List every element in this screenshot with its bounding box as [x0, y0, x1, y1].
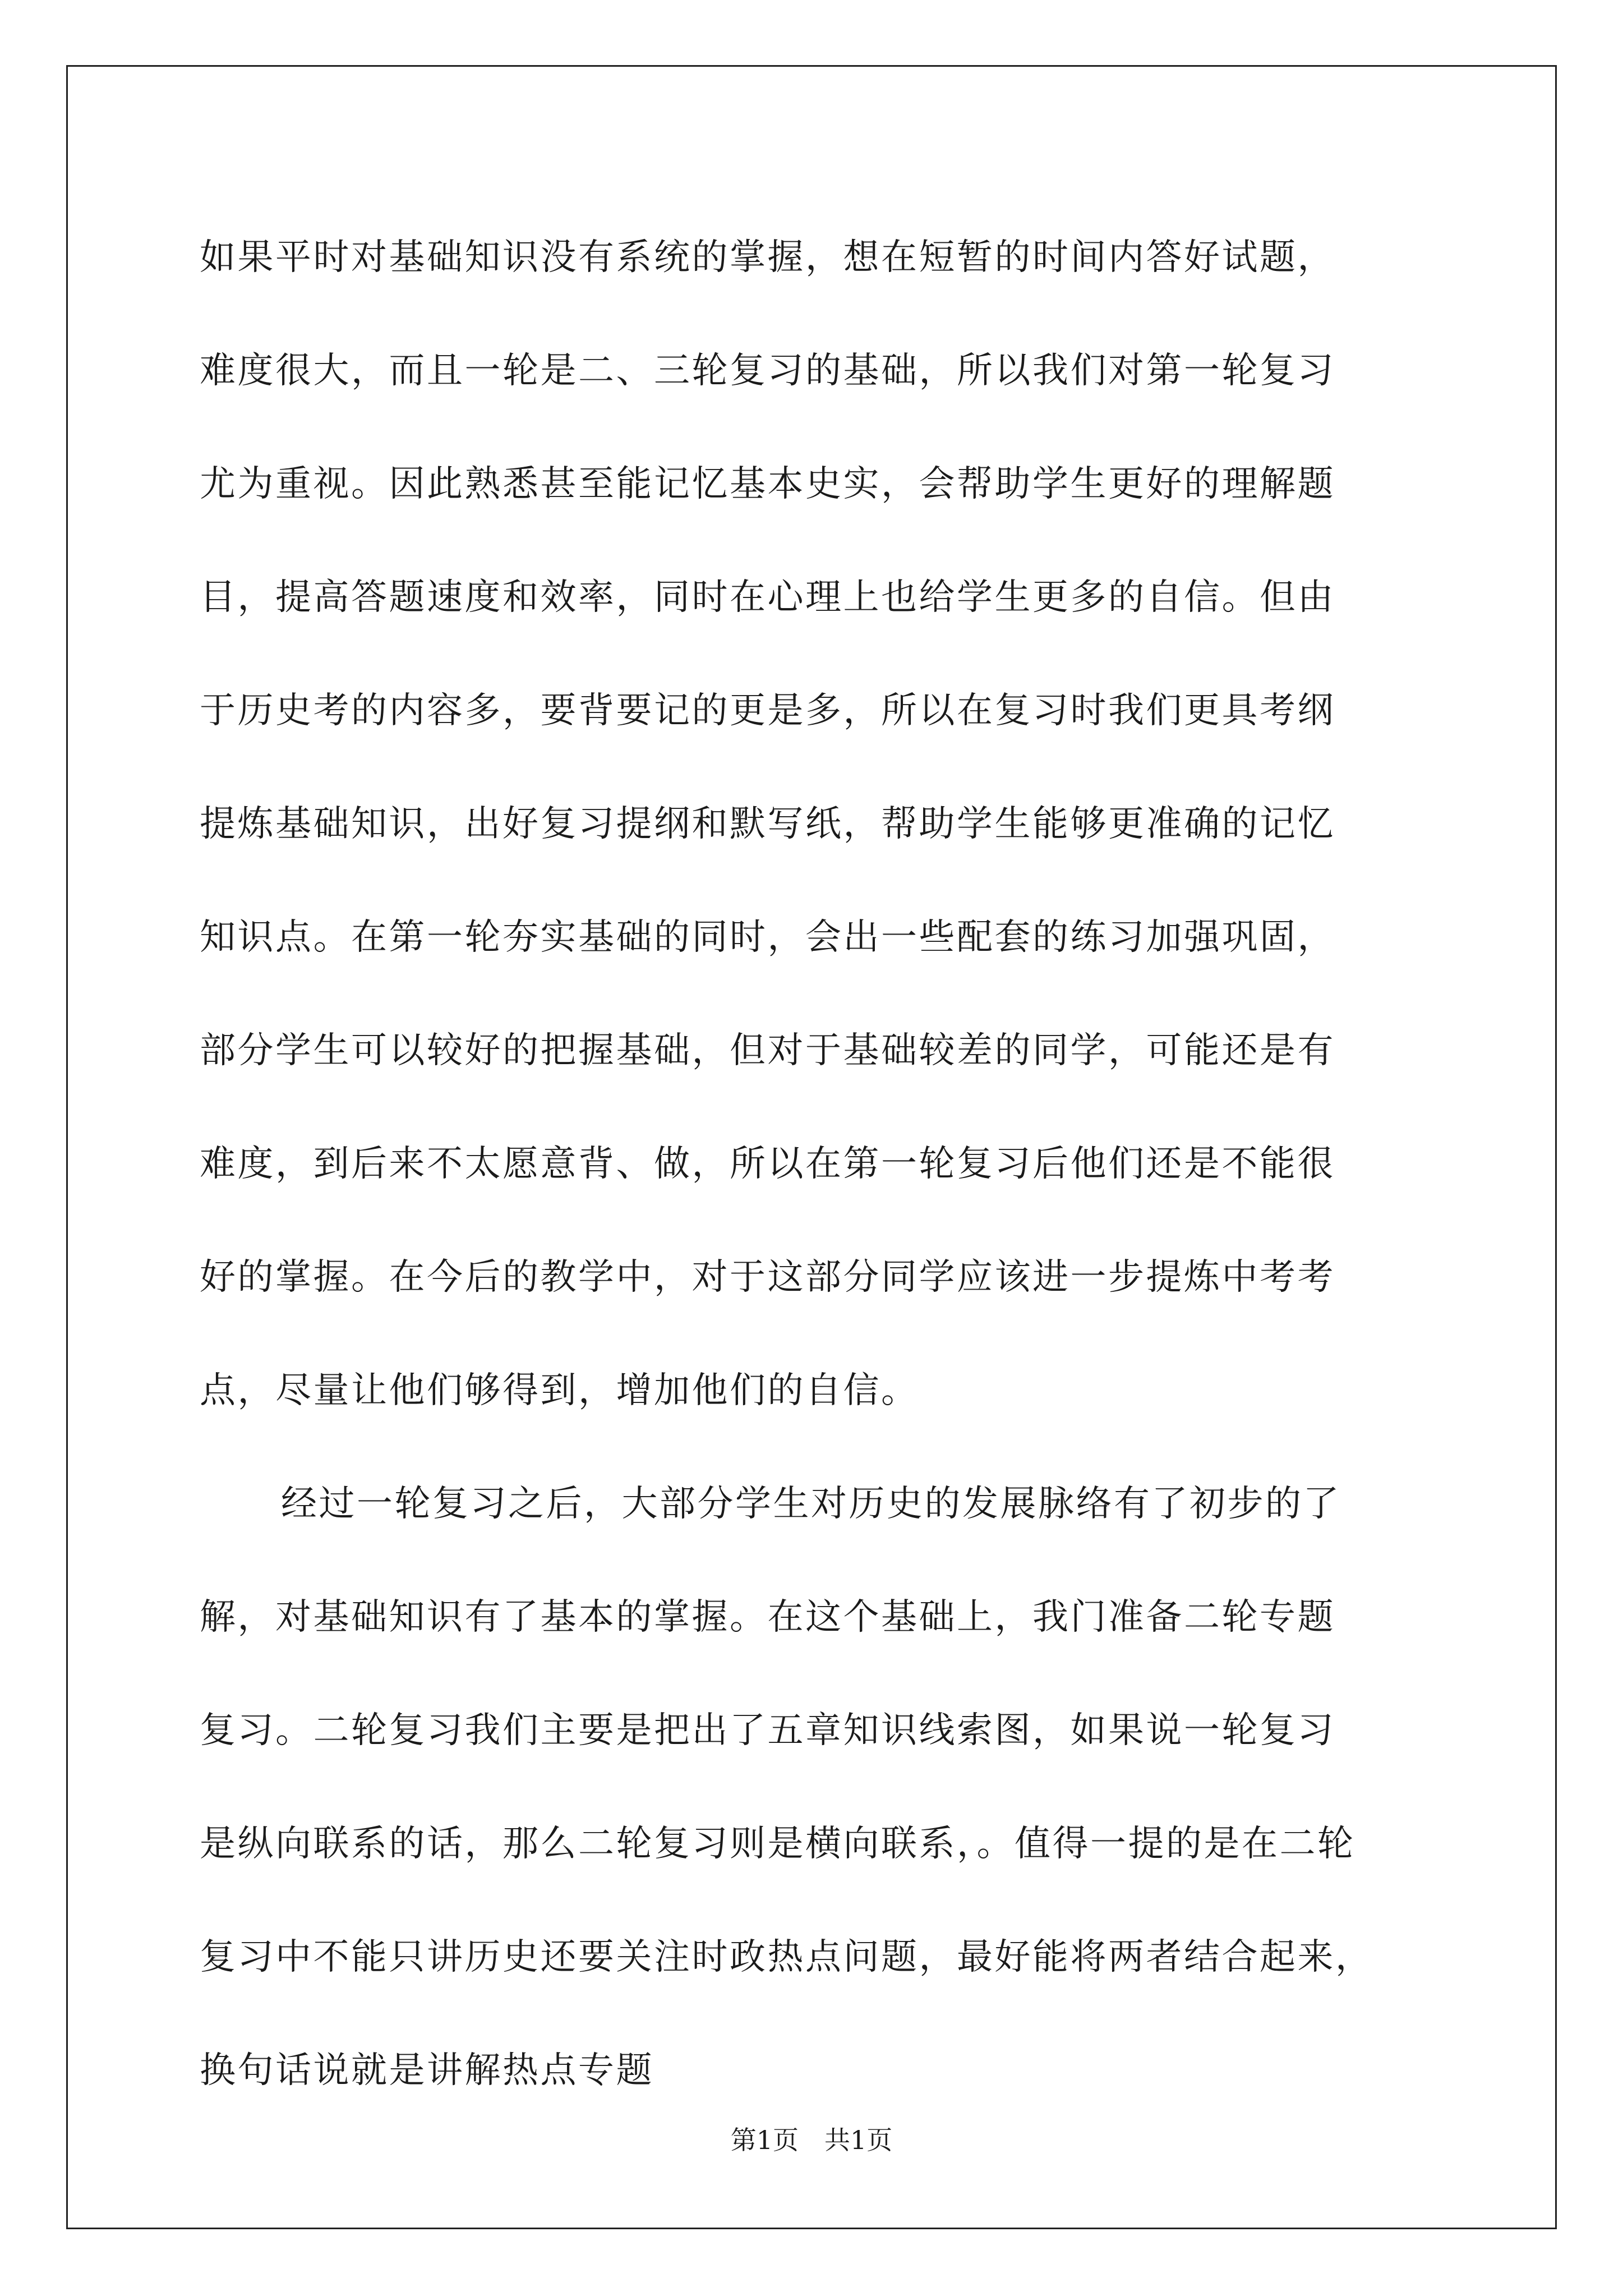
text-line: 难度，到后来不太愿意背、做，所以在第一轮复习后他们还是不能很: [200, 1143, 1335, 1185]
text-line: 换句话说就是讲解热点专题: [200, 2050, 654, 2091]
text-line: 提炼基础知识，出好复习提纲和默写纸，帮助学生能够更准确的记忆: [200, 803, 1335, 845]
text-line: 尤为重视。因此熟悉甚至能记忆基本史实，会帮助学生更好的理解题: [200, 463, 1335, 505]
document-body: [200, 201, 1439, 2127]
paragraph-start-line: 经过一轮复习之后，大部分学生对历史的发展脉络有了初步的了: [281, 1483, 1341, 1525]
text-line: 复习。二轮复习我们主要是把出了五章知识线索图，如果说一轮复习: [200, 1710, 1335, 1751]
text-line: 是纵向联系的话，那么二轮复习则是横向联系，。值得一提的是在二轮: [200, 1823, 1355, 1865]
text-line: 知识点。在第一轮夯实基础的同时，会出一些配套的练习加强巩固，: [200, 917, 1335, 958]
page-number-footer: 第1页 共1页: [730, 2125, 893, 2155]
text-line: 难度很大，而且一轮是二、三轮复习的基础，所以我们对第一轮复习: [200, 350, 1335, 392]
text-line: 点，尽量让他们够得到，增加他们的自信。: [200, 1370, 919, 1411]
text-line: 目，提高答题速度和效率，同时在心理上也给学生更多的自信。但由: [200, 577, 1335, 618]
text-line: 好的掌握。在今后的教学中，对于这部分同学应该进一步提炼中考考: [200, 1257, 1335, 1298]
text-line: 解，对基础知识有了基本的掌握。在这个基础上，我门准备二轮专题: [200, 1596, 1335, 1638]
text-line: 复习中不能只讲历史还要关注时政热点问题，最好能将两者结合起来，: [200, 1936, 1373, 1978]
text-line: 部分学生可以较好的把握基础，但对于基础较差的同学，可能还是有: [200, 1030, 1335, 1071]
text-line: 于历史考的内容多，要背要记的更是多，所以在复习时我们更具考纲: [200, 690, 1335, 731]
text-line: 如果平时对基础知识没有系统的掌握，想在短暂的时间内答好试题，: [200, 237, 1335, 278]
